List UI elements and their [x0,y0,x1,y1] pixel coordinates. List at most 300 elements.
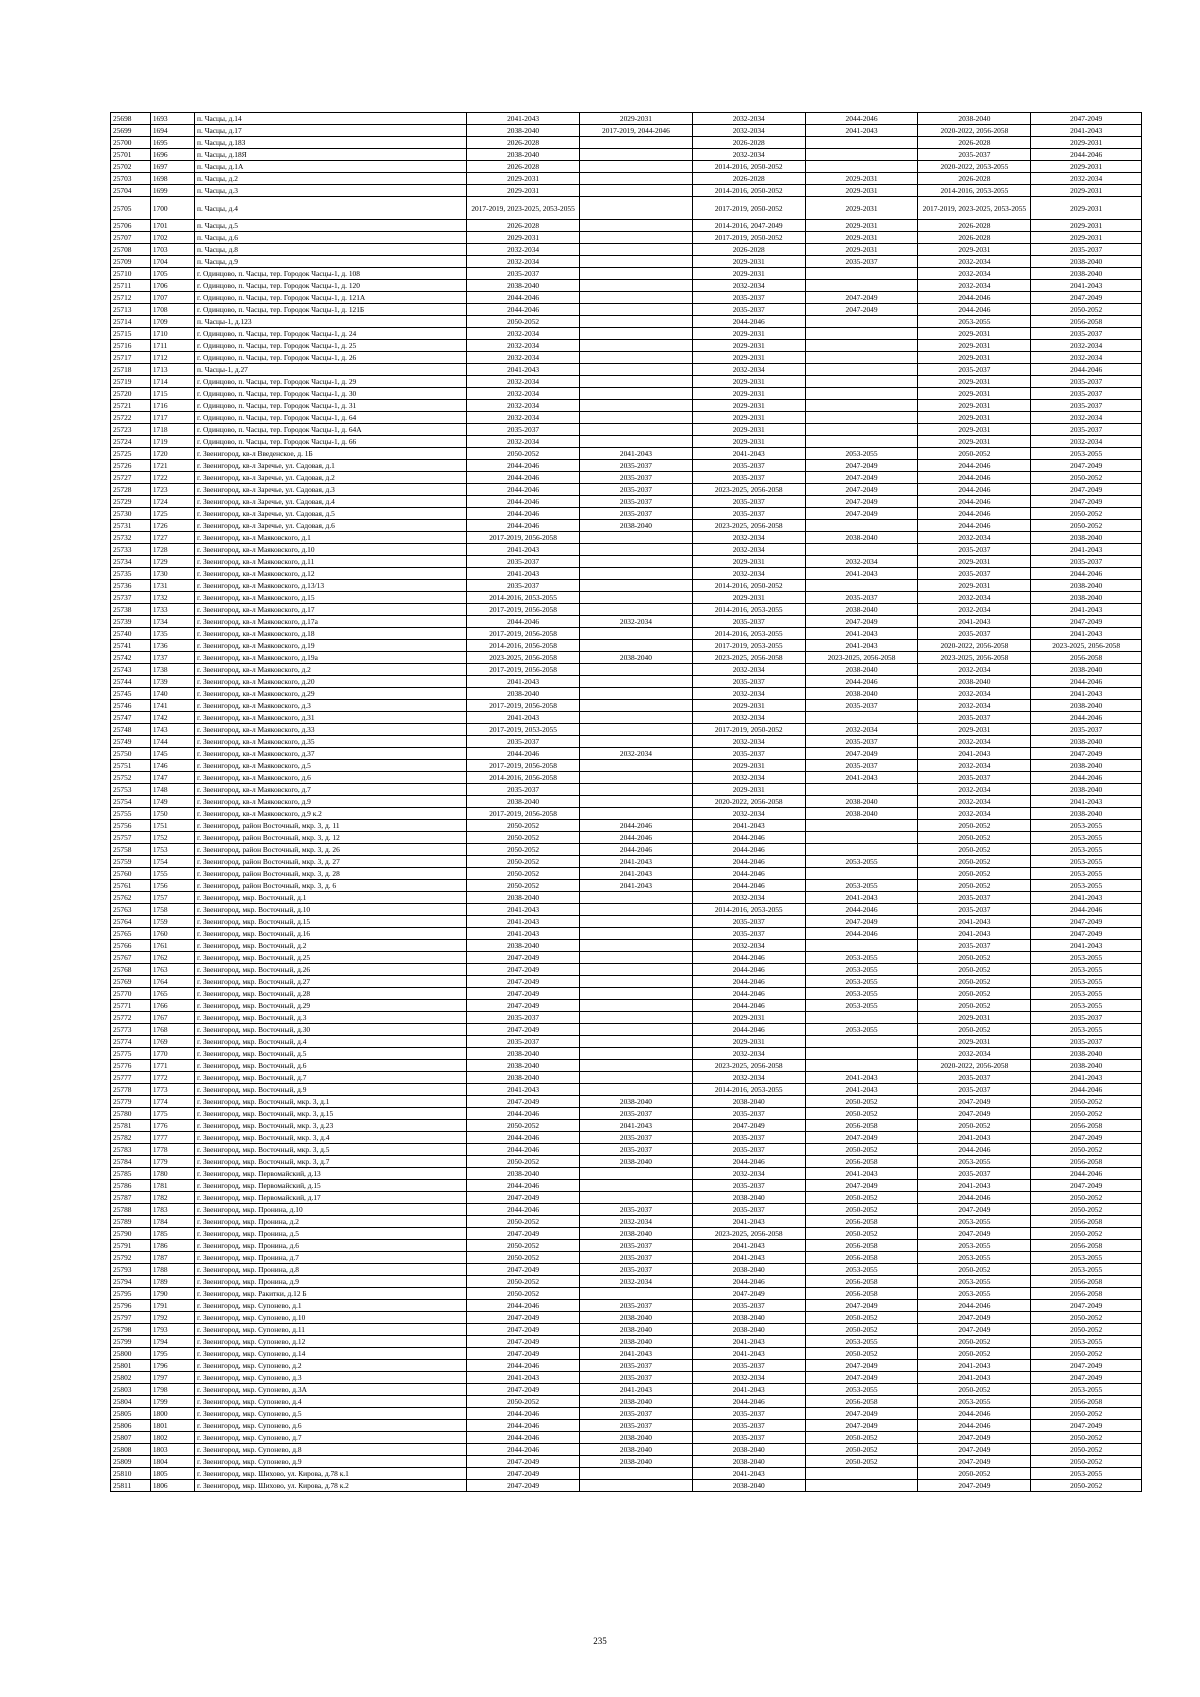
cell-period-6: 2038-2040 [1031,592,1142,604]
cell-period-1: 2044-2046 [467,1300,580,1312]
cell-address: г. Звенигород, мкр. Ракитки, д.12 Б [195,1288,467,1300]
cell-address: г. Звенигород, кв-л Маяковского, д.15 [195,592,467,604]
cell-sequence-number: 1703 [150,244,194,256]
cell-period-2: 2035-2037 [580,1420,693,1432]
cell-sequence-number: 1780 [150,1168,194,1180]
cell-period-2 [580,1072,693,1084]
cell-period-4: 2041-2043 [805,1168,918,1180]
cell-period-6: 2047-2049 [1031,496,1142,508]
cell-period-4 [805,1012,918,1024]
cell-record-id: 25738 [111,604,151,616]
cell-period-3: 2041-2043 [692,1240,805,1252]
cell-period-1: 2041-2043 [467,113,580,125]
cell-address: п. Часцы, д.1А [195,161,467,173]
cell-period-3: 2032-2034 [692,113,805,125]
cell-period-6: 2053-2055 [1031,856,1142,868]
cell-period-3: 2035-2037 [692,916,805,928]
cell-period-3: 2035-2037 [692,472,805,484]
cell-record-id: 25745 [111,688,151,700]
cell-period-1: 2038-2040 [467,1072,580,1084]
table-row [111,1216,1142,1228]
cell-address: г. Звенигород, кв-л Маяковского, д.9 к.2 [195,808,467,820]
cell-sequence-number: 1747 [150,772,194,784]
cell-period-1: 2047-2049 [467,1264,580,1276]
table-row [111,232,1142,244]
cell-record-id: 25741 [111,640,151,652]
table-row [111,352,1142,364]
cell-address: г. Звенигород, мкр. Восточный, д.7 [195,1072,467,1084]
cell-sequence-number: 1800 [150,1408,194,1420]
cell-period-5: 2050-2052 [918,1384,1031,1396]
cell-sequence-number: 1754 [150,856,194,868]
cell-sequence-number: 1756 [150,880,194,892]
cell-period-4: 2053-2055 [805,856,918,868]
cell-sequence-number: 1730 [150,568,194,580]
cell-period-3: 2035-2037 [692,928,805,940]
cell-period-2 [580,280,693,292]
cell-period-1: 2044-2046 [467,748,580,760]
cell-period-1: 2047-2049 [467,976,580,988]
cell-address: г. Звенигород, район Восточный, мкр. 3, д. 11 [195,820,467,832]
cell-period-3: 2017-2019, 2050-2052 [692,232,805,244]
cell-period-4: 2029-2031 [805,173,918,185]
cell-period-1: 2017-2019, 2023-2025, 2053-2055 [467,197,580,220]
cell-period-1: 2050-2052 [467,868,580,880]
cell-period-4 [805,1468,918,1480]
cell-record-id: 25732 [111,532,151,544]
cell-period-5: 2029-2031 [918,328,1031,340]
cell-period-4 [805,280,918,292]
cell-period-4: 2050-2052 [805,1456,918,1468]
cell-address: г. Звенигород, кв-л Маяковского, д.29 [195,688,467,700]
cell-period-6: 2056-2058 [1031,1396,1142,1408]
cell-period-6: 2050-2052 [1031,1228,1142,1240]
cell-period-4: 2053-2055 [805,988,918,1000]
cell-period-6: 2038-2040 [1031,808,1142,820]
cell-period-4: 2047-2049 [805,1300,918,1312]
cell-period-6: 2053-2055 [1031,976,1142,988]
cell-period-3: 2017-2019, 2053-2055 [692,640,805,652]
cell-record-id: 25734 [111,556,151,568]
table-row [111,292,1142,304]
cell-period-2: 2035-2037 [580,1252,693,1264]
cell-period-5: 2029-2031 [918,556,1031,568]
cell-record-id: 25699 [111,125,151,137]
cell-period-1: 2044-2046 [467,472,580,484]
cell-period-5: 2047-2049 [918,1444,1031,1456]
cell-record-id: 25753 [111,784,151,796]
cell-period-6: 2035-2037 [1031,724,1142,736]
table-row [111,1024,1142,1036]
cell-address: г. Одинцово, п. Часцы, тер. Городок Часцы-1, д. 24 [195,328,467,340]
cell-address: г. Звенигород, кв-л Маяковского, д.17а [195,616,467,628]
cell-period-5: 2020-2022, 2056-2058 [918,1060,1031,1072]
cell-address: г. Звенигород, мкр. Пронина, д.8 [195,1264,467,1276]
cell-period-3: 2044-2046 [692,1396,805,1408]
cell-period-1: 2047-2049 [467,1096,580,1108]
cell-period-1: 2029-2031 [467,232,580,244]
cell-period-4 [805,844,918,856]
cell-period-4: 2050-2052 [805,1192,918,1204]
cell-record-id: 25715 [111,328,151,340]
cell-period-2 [580,149,693,161]
cell-period-6: 2032-2034 [1031,340,1142,352]
cell-period-6: 2053-2055 [1031,988,1142,1000]
cell-period-3: 2029-2031 [692,400,805,412]
cell-sequence-number: 1793 [150,1324,194,1336]
cell-period-4: 2050-2052 [805,1312,918,1324]
cell-period-4: 2038-2040 [805,532,918,544]
cell-period-3: 2032-2034 [692,736,805,748]
cell-sequence-number: 1803 [150,1444,194,1456]
cell-period-5: 2032-2034 [918,604,1031,616]
cell-period-4: 2047-2049 [805,1372,918,1384]
cell-period-5: 2029-2031 [918,412,1031,424]
cell-period-1: 2041-2043 [467,544,580,556]
cell-address: г. Звенигород, мкр. Восточный, д.1 [195,892,467,904]
cell-period-4: 2056-2058 [805,1396,918,1408]
cell-period-1: 2041-2043 [467,904,580,916]
cell-sequence-number: 1781 [150,1180,194,1192]
cell-period-1: 2029-2031 [467,173,580,185]
cell-sequence-number: 1719 [150,436,194,448]
cell-period-5: 2044-2046 [918,520,1031,532]
cell-period-3: 2035-2037 [692,496,805,508]
cell-period-5: 2035-2037 [918,544,1031,556]
cell-address: г. Одинцово, п. Часцы, тер. Городок Часцы-1, д. 26 [195,352,467,364]
cell-address: г. Звенигород, мкр. Пронина, д.9 [195,1276,467,1288]
cell-record-id: 25802 [111,1372,151,1384]
cell-period-1: 2032-2034 [467,388,580,400]
cell-period-6: 2047-2049 [1031,292,1142,304]
cell-address: п. Часцы, д.14 [195,113,467,125]
cell-period-6: 2050-2052 [1031,1480,1142,1492]
cell-sequence-number: 1732 [150,592,194,604]
cell-period-5: 2047-2049 [918,1432,1031,1444]
cell-sequence-number: 1778 [150,1144,194,1156]
cell-period-4 [805,424,918,436]
cell-period-2: 2035-2037 [580,1132,693,1144]
cell-sequence-number: 1740 [150,688,194,700]
cell-period-4: 2038-2040 [805,688,918,700]
cell-period-6: 2029-2031 [1031,161,1142,173]
cell-period-5: 2041-2043 [918,1360,1031,1372]
cell-period-2: 2035-2037 [580,508,693,520]
cell-period-1: 2050-2052 [467,1156,580,1168]
cell-period-3: 2041-2043 [692,820,805,832]
cell-address: г. Звенигород, мкр. Восточный, мкр. 3, д.1 [195,1096,467,1108]
cell-record-id: 25712 [111,292,151,304]
cell-period-5: 2053-2055 [918,1156,1031,1168]
cell-period-6: 2053-2055 [1031,832,1142,844]
cell-period-3: 2044-2046 [692,316,805,328]
cell-period-6: 2038-2040 [1031,700,1142,712]
cell-period-1: 2041-2043 [467,364,580,376]
cell-sequence-number: 1761 [150,940,194,952]
table-row [111,448,1142,460]
table-row [111,916,1142,928]
cell-period-2: 2035-2037 [580,472,693,484]
cell-period-6: 2041-2043 [1031,280,1142,292]
cell-period-5: 2053-2055 [918,1240,1031,1252]
cell-period-1: 2044-2046 [467,1180,580,1192]
cell-record-id: 25700 [111,137,151,149]
cell-period-1: 2044-2046 [467,496,580,508]
cell-period-5: 2035-2037 [918,568,1031,580]
cell-period-3: 2023-2025, 2056-2058 [692,520,805,532]
cell-period-6: 2035-2037 [1031,1036,1142,1048]
cell-record-id: 25713 [111,304,151,316]
cell-address: г. Звенигород, район Восточный, мкр. 3, д. 28 [195,868,467,880]
cell-address: г. Одинцово, п. Часцы, тер. Городок Часцы-1, д. 25 [195,340,467,352]
cell-period-5: 2050-2052 [918,976,1031,988]
cell-period-5: 2026-2028 [918,220,1031,232]
cell-record-id: 25751 [111,760,151,772]
cell-period-5: 2044-2046 [918,1144,1031,1156]
cell-period-3: 2035-2037 [692,460,805,472]
cell-period-5: 2032-2034 [918,784,1031,796]
cell-sequence-number: 1795 [150,1348,194,1360]
cell-period-6: 2050-2052 [1031,472,1142,484]
cell-period-6: 2044-2046 [1031,1084,1142,1096]
cell-address: г. Звенигород, мкр. Первомайский, д.17 [195,1192,467,1204]
cell-period-2 [580,412,693,424]
cell-period-2 [580,940,693,952]
cell-period-4: 2029-2031 [805,185,918,197]
cell-record-id: 25775 [111,1048,151,1060]
cell-period-6: 2041-2043 [1031,892,1142,904]
table-row [111,1312,1142,1324]
cell-period-1: 2032-2034 [467,256,580,268]
cell-period-3: 2014-2016, 2053-2055 [692,604,805,616]
cell-record-id: 25702 [111,161,151,173]
cell-period-2 [580,700,693,712]
cell-period-1: 2050-2052 [467,1240,580,1252]
cell-period-1: 2038-2040 [467,796,580,808]
cell-period-3: 2035-2037 [692,1408,805,1420]
cell-period-1: 2035-2037 [467,556,580,568]
cell-period-5: 2047-2049 [918,1228,1031,1240]
cell-period-4: 2050-2052 [805,1144,918,1156]
table-row [111,1468,1142,1480]
cell-period-2: 2035-2037 [580,1372,693,1384]
cell-record-id: 25765 [111,928,151,940]
cell-period-1: 2035-2037 [467,580,580,592]
cell-period-3: 2035-2037 [692,748,805,760]
table-row [111,1048,1142,1060]
cell-record-id: 25763 [111,904,151,916]
cell-period-6: 2038-2040 [1031,760,1142,772]
cell-sequence-number: 1720 [150,448,194,460]
schedule-table [110,112,1142,1492]
cell-period-3: 2023-2025, 2056-2058 [692,484,805,496]
table-row [111,640,1142,652]
cell-address: г. Звенигород, мкр. Супонево, д.1 [195,1300,467,1312]
cell-period-3: 2032-2034 [692,149,805,161]
cell-period-1: 2038-2040 [467,688,580,700]
cell-address: г. Звенигород, кв-л Маяковского, д.3 [195,700,467,712]
cell-sequence-number: 1704 [150,256,194,268]
cell-period-6: 2038-2040 [1031,1060,1142,1072]
cell-period-4 [805,268,918,280]
cell-address: г. Звенигород, мкр. Восточный, д.30 [195,1024,467,1036]
cell-period-2 [580,796,693,808]
cell-address: г. Звенигород, мкр. Супонево, д.6 [195,1420,467,1432]
cell-period-4: 2053-2055 [805,880,918,892]
cell-period-3: 2029-2031 [692,424,805,436]
cell-address: г. Одинцово, п. Часцы, тер. Городок Часцы-1, д. 120 [195,280,467,292]
table-row [111,1252,1142,1264]
cell-address: г. Звенигород, мкр. Шихово, ул. Кирова, д.78 к.2 [195,1480,467,1492]
cell-address: г. Звенигород, кв-л Маяковского, д.31 [195,712,467,724]
cell-period-2: 2038-2040 [580,652,693,664]
cell-period-5: 2050-2052 [918,448,1031,460]
cell-period-3: 2032-2034 [692,1048,805,1060]
cell-period-5: 2044-2046 [918,508,1031,520]
cell-period-3: 2044-2046 [692,964,805,976]
cell-period-3: 2032-2034 [692,532,805,544]
cell-period-4: 2047-2049 [805,484,918,496]
cell-address: г. Звенигород, кв-л Маяковского, д.33 [195,724,467,736]
cell-address: г. Одинцово, п. Часцы, тер. Городок Часцы-1, д. 121Б [195,304,467,316]
table-row [111,496,1142,508]
cell-period-1: 2017-2019, 2056-2058 [467,604,580,616]
cell-period-6: 2038-2040 [1031,784,1142,796]
cell-period-5: 2029-2031 [918,580,1031,592]
cell-period-2 [580,1084,693,1096]
cell-sequence-number: 1785 [150,1228,194,1240]
cell-period-6: 2041-2043 [1031,628,1142,640]
cell-period-2: 2041-2043 [580,1348,693,1360]
cell-record-id: 25794 [111,1276,151,1288]
cell-address: п. Часцы, д.18Я [195,149,467,161]
table-row [111,724,1142,736]
cell-period-3: 2029-2031 [692,328,805,340]
cell-period-5: 2050-2052 [918,1024,1031,1036]
cell-period-5: 2044-2046 [918,1408,1031,1420]
cell-period-2 [580,964,693,976]
cell-period-2: 2038-2040 [580,1096,693,1108]
cell-period-1: 2026-2028 [467,137,580,149]
cell-sequence-number: 1702 [150,232,194,244]
cell-period-5: 2041-2043 [918,916,1031,928]
cell-period-1: 2038-2040 [467,125,580,137]
cell-period-6: 2032-2034 [1031,436,1142,448]
cell-address: г. Звенигород, кв-л Маяковского, д.6 [195,772,467,784]
cell-sequence-number: 1757 [150,892,194,904]
table-row [111,1300,1142,1312]
table-row [111,1384,1142,1396]
table-row [111,976,1142,988]
cell-period-3: 2044-2046 [692,1000,805,1012]
cell-period-5: 2050-2052 [918,1348,1031,1360]
table-row [111,1180,1142,1192]
cell-period-1: 2047-2049 [467,1456,580,1468]
cell-address: г. Звенигород, мкр. Восточный, д.28 [195,988,467,1000]
cell-sequence-number: 1700 [150,197,194,220]
cell-period-6: 2047-2049 [1031,748,1142,760]
cell-record-id: 25780 [111,1108,151,1120]
cell-period-2: 2038-2040 [580,1312,693,1324]
cell-address: г. Звенигород, мкр. Первомайский, д.15 [195,1180,467,1192]
cell-sequence-number: 1743 [150,724,194,736]
cell-period-3: 2029-2031 [692,376,805,388]
cell-record-id: 25736 [111,580,151,592]
cell-period-1: 2029-2031 [467,185,580,197]
cell-address: г. Звенигород, кв-л Маяковского, д.9 [195,796,467,808]
cell-period-6: 2029-2031 [1031,185,1142,197]
cell-record-id: 25698 [111,113,151,125]
cell-period-4: 2029-2031 [805,197,918,220]
cell-period-6: 2053-2055 [1031,844,1142,856]
cell-sequence-number: 1739 [150,676,194,688]
cell-period-3: 2044-2046 [692,1156,805,1168]
cell-address: г. Звенигород, кв-л Маяковского, д.7 [195,784,467,796]
cell-period-3: 2035-2037 [692,304,805,316]
cell-period-2: 2041-2043 [580,880,693,892]
cell-record-id: 25790 [111,1228,151,1240]
cell-period-5: 2029-2031 [918,352,1031,364]
cell-record-id: 25779 [111,1096,151,1108]
cell-sequence-number: 1726 [150,520,194,532]
cell-address: п. Часцы, д.9 [195,256,467,268]
table-row [111,316,1142,328]
cell-period-6: 2050-2052 [1031,1444,1142,1456]
table-row [111,544,1142,556]
table-row [111,952,1142,964]
cell-period-2: 2017-2019, 2044-2046 [580,125,693,137]
table-row [111,1420,1142,1432]
cell-period-1: 2044-2046 [467,1408,580,1420]
cell-period-1: 2047-2049 [467,1312,580,1324]
table-row [111,1240,1142,1252]
cell-period-5: 2029-2031 [918,724,1031,736]
cell-period-2: 2035-2037 [580,496,693,508]
table-row [111,173,1142,185]
cell-period-3: 2038-2040 [692,1444,805,1456]
cell-period-2: 2035-2037 [580,1300,693,1312]
cell-period-3: 2032-2034 [692,688,805,700]
cell-period-1: 2044-2046 [467,460,580,472]
cell-period-2 [580,676,693,688]
cell-sequence-number: 1735 [150,628,194,640]
cell-period-2 [580,916,693,928]
cell-period-1: 2050-2052 [467,856,580,868]
table-row [111,532,1142,544]
table-row [111,1336,1142,1348]
cell-period-1: 2044-2046 [467,1132,580,1144]
cell-sequence-number: 1706 [150,280,194,292]
cell-period-6: 2050-2052 [1031,1192,1142,1204]
table-row [111,1000,1142,1012]
cell-record-id: 25778 [111,1084,151,1096]
cell-record-id: 25805 [111,1408,151,1420]
cell-period-1: 2038-2040 [467,1048,580,1060]
cell-period-6: 2056-2058 [1031,652,1142,664]
cell-period-4: 2053-2055 [805,976,918,988]
cell-record-id: 25719 [111,376,151,388]
cell-period-2: 2038-2040 [580,1396,693,1408]
cell-period-3: 2044-2046 [692,868,805,880]
cell-record-id: 25743 [111,664,151,676]
cell-period-5: 2050-2052 [918,880,1031,892]
cell-period-3: 2029-2031 [692,1036,805,1048]
cell-period-1: 2014-2016, 2056-2058 [467,640,580,652]
cell-address: г. Звенигород, кв-л Заречье, ул. Садовая, д.1 [195,460,467,472]
cell-period-1: 2041-2043 [467,1372,580,1384]
cell-period-6: 2053-2055 [1031,952,1142,964]
cell-period-5: 2044-2046 [918,1192,1031,1204]
